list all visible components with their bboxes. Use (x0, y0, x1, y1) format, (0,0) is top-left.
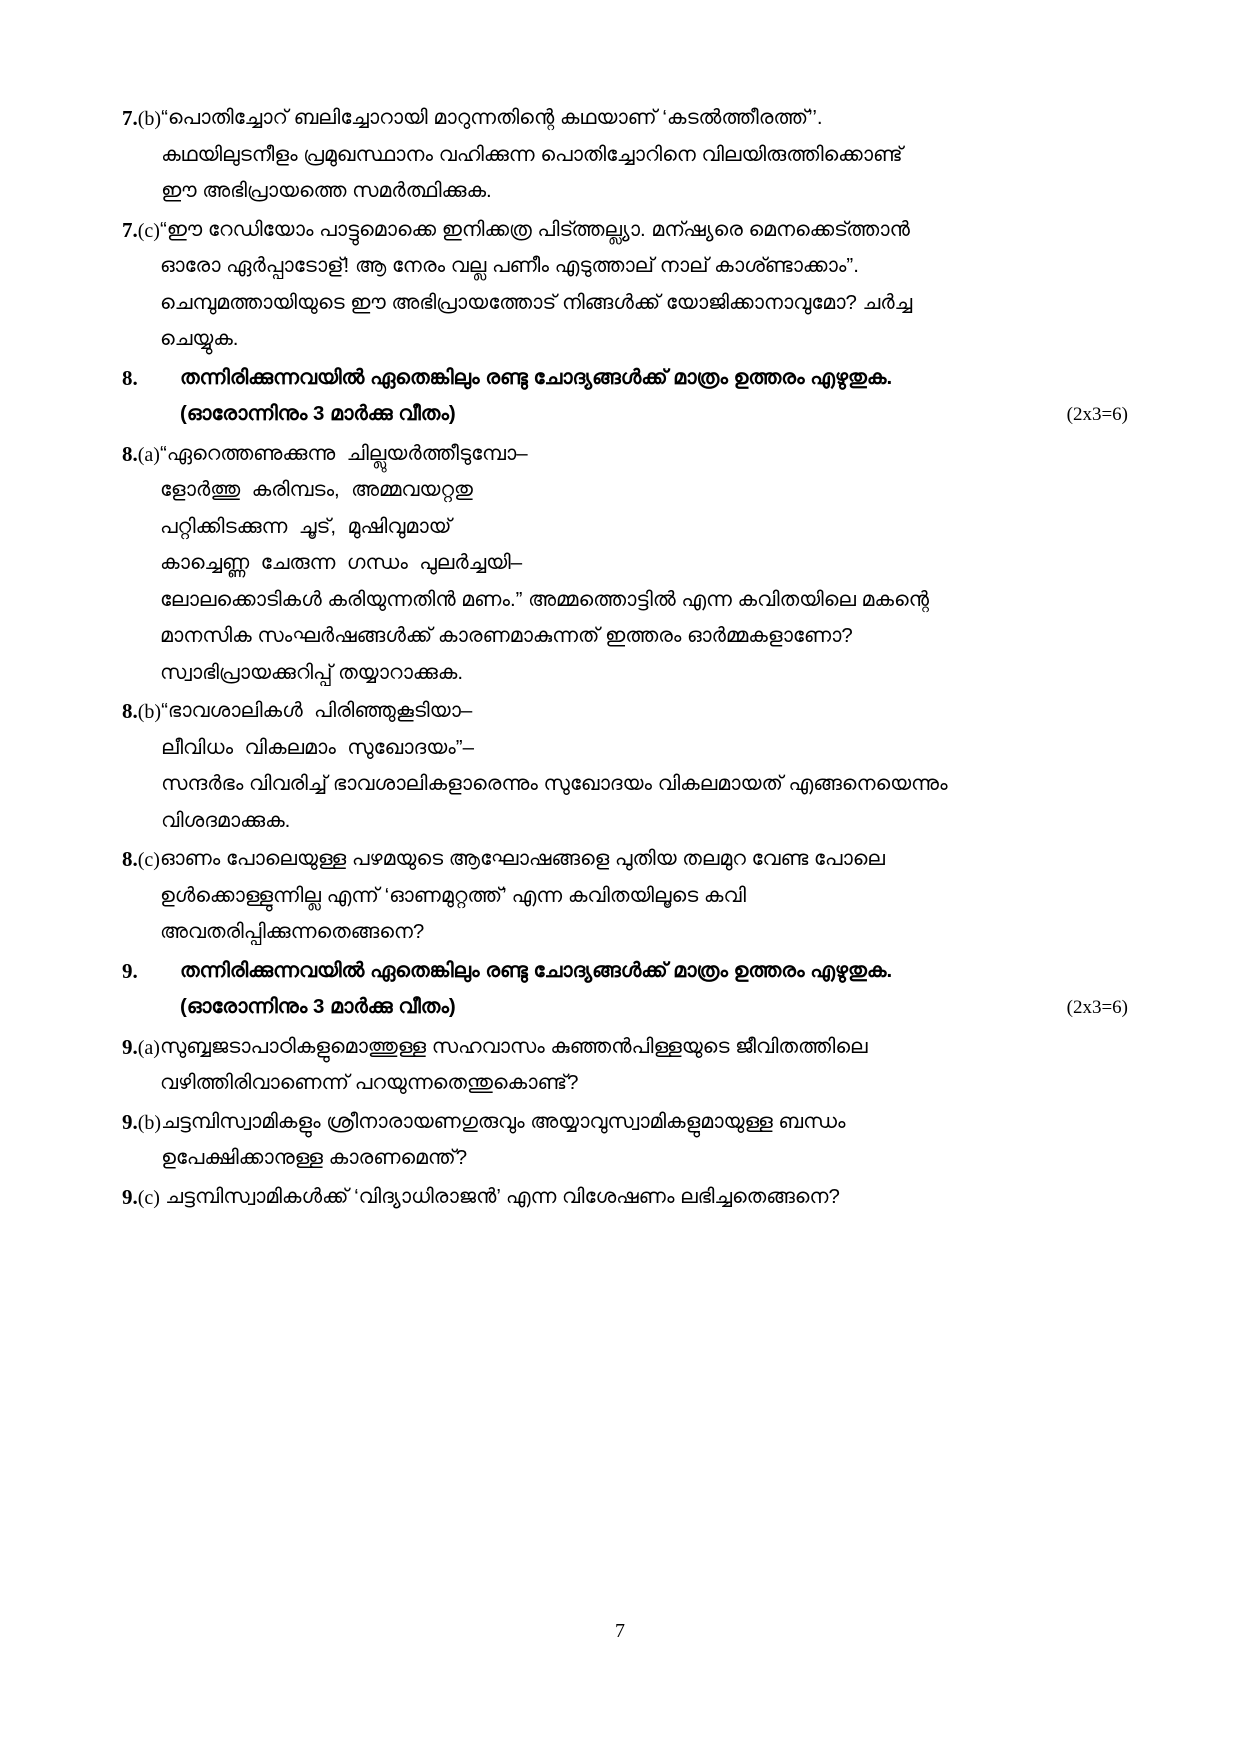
question-8c-line-1: ഓണം പോലെയുള്ള പഴമയുടെ ആഘോഷങ്ങളെ പുതിയ തലമുറ വേണ്ട പോലെ (159, 847, 885, 870)
question-7b-line-3: ഈ അഭിപ്രായത്തെ സമർത്ഥിക്കുക. (161, 179, 492, 202)
question-7c-line-3: ചെമ്പുമത്തായിയുടെ ഈ അഭിപ്രായത്തോട് നിങ്ങൾക്ക് യോജിക്കാനാവുമോ? ചർച്ച (159, 290, 913, 314)
question-8-number: 8. (122, 365, 138, 390)
question-7c-number: 7.(c) (122, 217, 160, 242)
question-8-instruction-body (180, 360, 1128, 434)
question-9a-line-1: സുബ്ബജടാപാഠികളുമൊത്തുള്ള സഹവാസം കുഞ്ഞൻപിള്ളയുടെ ജീവിതത്തിലെ (159, 1034, 868, 1058)
question-9-instruction-line-1: തന്നിരിക്കുന്നവയിൽ ഏതെങ്കിലും രണ്ടു ചോദ്യങ്ങൾക്ക് മാത്രം ഉത്തരം എഴുതുക. (180, 958, 893, 982)
question-8a (122, 436, 1128, 692)
question-7b-line-2: കഥയിലുടനീളം പ്രമുഖസ്ഥാനം വഹിക്കുന്ന പൊതിച്ചോറിനെ വിലയിരുത്തിക്കൊണ്ട് (161, 142, 903, 166)
question-7c (122, 212, 1128, 358)
question-8-marks-row (180, 396, 1128, 434)
question-9a (122, 1029, 1128, 1102)
page-number: 7 (615, 1620, 625, 1642)
question-8a-line-3: സ്വാഭിപ്രായക്കുറിപ്പ് തയ്യാറാക്കുക. (159, 660, 464, 684)
question-7c-line-4: ചെയ്യുക. (159, 327, 239, 350)
question-8c (122, 841, 1128, 951)
question-9-instruction (122, 953, 1128, 1027)
question-8a-verse-4: കാച്ചെണ്ണ ചേരുന്ന ഗന്ധം പുലർച്ചയി– (159, 551, 523, 574)
question-8a-verse-2: ളോർത്തു കരിമ്പടം, അമ്മവയറ്റതു (159, 478, 473, 501)
question-9a-body (160, 1029, 1128, 1102)
question-8c-body (160, 841, 1128, 951)
question-9b-line-2: ഉപേക്ഷിക്കാനുള്ള കാരണമെന്ത്? (161, 1146, 468, 1169)
question-9-instruction-body (180, 953, 1128, 1027)
question-9c-body (165, 1179, 1128, 1216)
question-9b-number: 9.(b) (122, 1109, 162, 1134)
question-9b-line-1: ചട്ടമ്പിസ്വാമികളും ശ്രീനാരായണഗുരുവും അയ്യാവുസ്വാമികളുമായുള്ള ബന്ധം (161, 1109, 846, 1133)
question-7b (122, 100, 1128, 210)
question-9a-line-2: വഴിത്തിരിവാണെന്ന് പറയുന്നതെന്തുകൊണ്ട്? (159, 1071, 579, 1094)
question-9a-number: 9.(a) (122, 1034, 160, 1059)
question-8b-verse-2: ലീവിധം വികലമാം സുഖോദയം”– (161, 735, 474, 759)
question-9b-body (161, 1104, 1128, 1177)
question-8b (122, 693, 1128, 839)
question-8b-body (161, 693, 1128, 839)
question-8-instruction-line-1: തന്നിരിക്കുന്നവയിൽ ഏതെങ്കിലും രണ്ടു ചോദ്യങ്ങൾക്ക് മാത്രം ഉത്തരം എഴുതുക. (180, 365, 893, 389)
question-9c-number: 9.(c) (122, 1184, 160, 1209)
question-8c-line-3: അവതരിപ്പിക്കുന്നതെങ്ങനെ? (159, 920, 425, 943)
question-8b-line-2: വിശദമാക്കുക. (161, 808, 291, 832)
question-8c-number: 8.(c) (122, 847, 160, 871)
question-8a-number: 8.(a) (122, 441, 160, 466)
question-8b-line-1: സന്ദർഭം വിവരിച്ച് ഭാവശാലികളാരെന്നും സുഖോദയം വികലമായത് എങ്ങനെയെന്നും (161, 772, 948, 795)
question-8c-line-2: ഉൾക്കൊള്ളുന്നില്ല എന്ന് ‘ഓണമുറ്റത്ത്’ എന്ന കവിതയിലൂടെ കവി (159, 883, 746, 907)
question-8a-line-1: ലോലക്കൊടികൾ കരിയുന്നതിൻ മണം.” അമ്മത്തൊട്ടിൽ എന്ന കവിതയിലെ മകന്റെ (159, 587, 930, 611)
question-7c-body (160, 212, 1128, 358)
question-8-instruction (122, 360, 1128, 434)
question-9-marks-row (180, 989, 1128, 1027)
question-9c (122, 1179, 1128, 1217)
question-9b (122, 1104, 1128, 1177)
question-8a-verse-3: പറ്റിക്കിടക്കുന്ന ചൂട്, മുഷിവുമായ് (159, 514, 452, 538)
question-8b-number: 8.(b) (122, 699, 162, 723)
question-8a-line-2: മാനസിക സംഘർഷങ്ങൾക്ക് കാരണമാകുന്നത് ഇത്തരം ഓർമ്മകളാണോ? (159, 624, 853, 647)
question-8b-verse-1: “ഭാവശാലികൾ പിരിഞ്ഞുകൂടിയാ– (161, 699, 473, 722)
question-7b-line-1: “പൊതിച്ചോറ് ബലിച്ചോറായി മാറുന്നതിന്റെ കഥയാണ് ‘കടൽത്തീരത്ത്’’. (161, 106, 823, 129)
question-9-instruction-line-2: (ഓരോന്നിനും 3 മാർക്കു വീതം) (180, 995, 456, 1018)
question-7c-line-1: “ഈ റേഡിയോം പാട്ടുമൊക്കെ ഇനിക്കത്ര പിട്ത്തല്ല്യാ. മന്ഷ്യരെ മെനക്കെട്ത്താൻ (159, 217, 910, 241)
question-9-marks: (2x3=6) (1066, 997, 1128, 1018)
question-7b-number: 7.(b) (122, 106, 162, 130)
question-7b-body (161, 100, 1128, 210)
question-8-marks: (2x3=6) (1066, 404, 1128, 425)
question-8a-verse-1: “ഏറെത്തണുക്കുന്നു ചില്ലുയർത്തീടുമ്പോ– (159, 441, 528, 465)
question-9-number: 9. (122, 958, 138, 983)
question-9c-line-1: ചട്ടമ്പിസ്വാമികൾക്ക് ‘വിദ്യാധിരാജൻ’ എന്ന വിശേഷണം ലഭിച്ചതെങ്ങനെ? (165, 1184, 840, 1208)
question-8a-body (160, 436, 1128, 692)
question-8-instruction-line-2: (ഓരോന്നിനും 3 മാർക്കു വീതം) (180, 402, 456, 425)
question-7c-line-2: ഓരോ ഏർപ്പാടോള്! ആ നേരം വല്ല പണീം എടുത്താല് നാല് കാശ്ണ്ടാക്കാം”. (159, 254, 859, 277)
